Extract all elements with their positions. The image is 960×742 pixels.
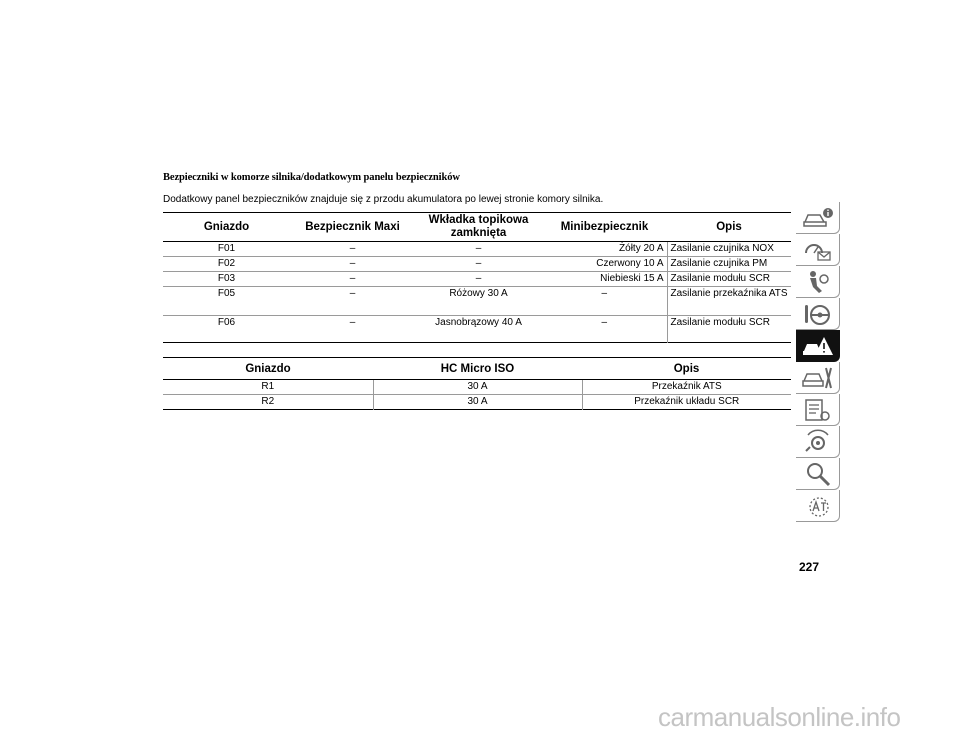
language-icon [802,493,834,519]
cell-mini: – [601,317,608,328]
cell-maxi: – [290,287,415,316]
tab-car-info[interactable] [796,202,840,234]
cell-maxi: – [290,257,415,272]
cell-mini: Niebieski 15 A [542,272,667,287]
cell-desc: Zasilanie czujnika NOX [667,242,791,257]
cell-desc: Przekaźnik ATS [582,380,791,395]
seat-airbag-icon [802,269,834,295]
specs-icon [802,397,834,423]
cell-mini: – [542,287,667,316]
cell-desc: Zasilanie czujnika PM [667,257,791,272]
table-row [163,380,791,395]
table-row [163,287,791,316]
tab-index[interactable] [796,458,840,490]
cell-cartridge: – [415,272,542,287]
cell-maxi: – [290,242,415,257]
col-header-cartridge-line2: zamknięta [450,227,507,239]
tab-driving[interactable] [796,298,840,330]
cell-mini: Żółty 20 A [542,242,667,257]
tab-service[interactable] [796,362,840,394]
col-header-cartridge [415,213,542,242]
cell-slot: F03 [163,272,290,287]
cell-slot: R2 [261,396,275,407]
cell-desc: Przekaźnik układu SCR [582,395,791,410]
col-header-cartridge-line1: Wkładka topikowa [428,214,529,226]
tab-multimedia[interactable] [796,426,840,458]
watermark: carmanualsonline.info [658,702,901,732]
cell-slot: F05 [163,287,290,316]
tab-emergency[interactable] [796,330,840,362]
col-header-desc: Opis [582,358,791,380]
cell-cartridge: Różowy 30 A [415,287,542,316]
cell-slot: F02 [163,257,290,272]
relay-table [163,357,791,410]
section-intro: Dodatkowy panel bezpieczników znajduje się z przodu akumulatora po lewej stronie komory silnika. [163,194,604,205]
tab-dashboard[interactable] [796,234,840,266]
col-header-desc: Opis [667,213,791,242]
cell-desc: Zasilanie przekaźnika ATS [667,287,791,316]
col-header-maxi: Bezpiecznik Maxi [290,213,415,242]
car-service-icon [802,365,834,391]
cell-cartridge: – [415,242,542,257]
cell-maxi: – [290,272,415,287]
dashboard-icon [802,237,834,263]
table-row [163,272,791,287]
section-title: Bezpieczniki w komorze silnika/dodatkowym panelu bezpieczników [163,172,460,183]
cell-hc-micro: 30 A [373,380,582,395]
col-header-slot: Gniazdo [163,213,290,242]
chapter-tabs [796,202,841,522]
col-header-hc-micro: HC Micro ISO [373,358,582,380]
cell-slot: R1 [163,380,373,395]
fuse-table [163,212,791,343]
search-icon [802,461,834,487]
col-header-mini: Minibezpiecznik [542,213,667,242]
cell-maxi: – [349,317,356,328]
page-number: 227 [799,560,820,574]
fuse-table-header [163,213,791,242]
cell-slot: F06 [217,317,236,328]
table-row [163,257,791,272]
cell-cartridge: – [415,257,542,272]
car-warning-icon [802,333,834,359]
steering-wheel-icon [802,301,834,327]
cell-desc: Zasilanie modułu SCR [667,272,791,287]
tab-safety[interactable] [796,266,840,298]
table-row [163,242,791,257]
cell-slot: F01 [163,242,290,257]
car-info-icon [802,205,834,231]
multimedia-icon [802,429,834,455]
cell-desc: Zasilanie modułu SCR [667,316,791,343]
table-row [163,316,791,343]
table-row [163,395,791,410]
relay-table-header [163,358,791,380]
cell-hc-micro: 30 A [373,395,582,410]
cell-cartridge: Jasnobrązowy 40 A [435,317,522,328]
tab-specs[interactable] [796,394,840,426]
cell-mini: Czerwony 10 A [542,257,667,272]
col-header-slot: Gniazdo [163,358,373,380]
tab-languages[interactable] [796,490,840,522]
